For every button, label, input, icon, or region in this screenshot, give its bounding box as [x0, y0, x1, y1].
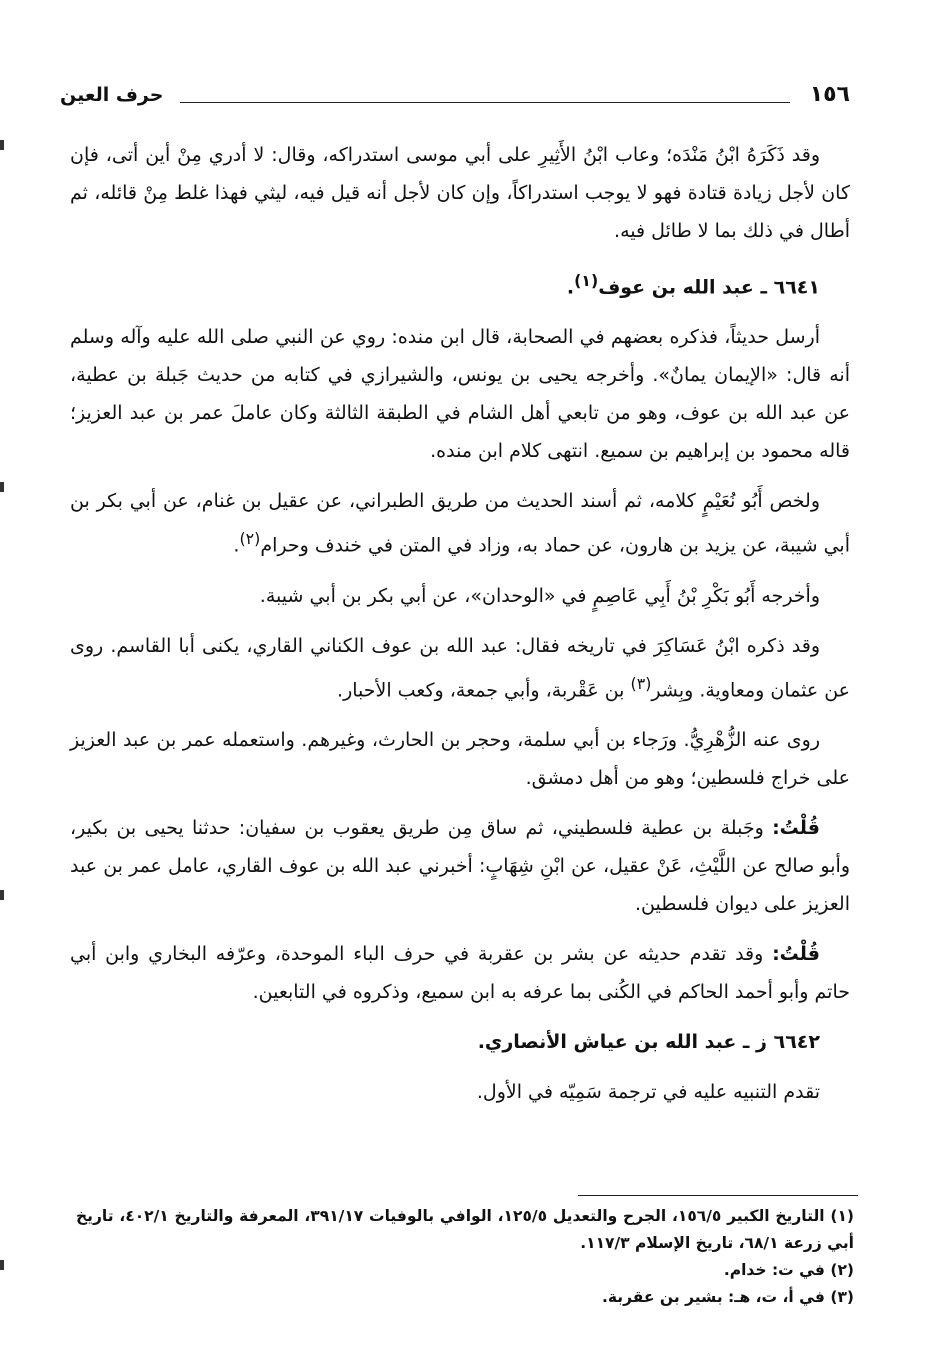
scan-edge-mark — [0, 140, 4, 150]
entry-heading-text: ٦٦٤١ ـ عبد الله بن عوف — [598, 276, 820, 299]
paragraph — [70, 935, 850, 1011]
paragraph: وأخرجه أَبُو بَكْرِ بْنُ أَبِي عَاصِمٍ في «الوحدان»، عن أبي بكر بن أبي شيبة. — [259, 584, 820, 607]
qultu-label: قُلْتُ: — [772, 942, 820, 965]
footnote-separator — [578, 1195, 858, 1196]
entry-heading — [70, 262, 850, 306]
scan-edge-mark — [0, 482, 4, 492]
footnote-ref: (١) — [574, 271, 599, 290]
paragraph-text: وقد ذكره ابْنُ عَسَاكِرَ في تاريخه فقال: عبد الله بن عوف الكناني القاري، يكنى أبا القاسم. روى عن عثمان ومعاوية. وبِشر — [70, 634, 850, 701]
page-number: ١٥٦ — [809, 82, 850, 107]
footnote-ref: (٣) — [630, 673, 652, 693]
running-title: حرف العين — [60, 84, 164, 106]
entry-heading: ٦٦٤٢ ز ـ عبد الله بن عياش الأنصاري. — [477, 1030, 820, 1053]
paragraph: وقد ذَكَرَهُ ابْنُ مَنْدَه؛ وعاب ابْنُ الأَثِيرِ على أبي موسى استدراكه، وقال: لا أدري مِنْ أين أتى، فإن كان لأجل زيادة قتادة فهو لا يوجب استدراكاً، وإن كان لأجل أنه قيل فيه، ليثي فهذا غلط مِنْ قائله، ثم أطال في ذلك بما لا طائل فيه. — [70, 144, 850, 242]
entry-heading-end: . — [566, 276, 575, 299]
footnote-2: (٢) في ت: خدام. — [723, 1261, 854, 1279]
paragraph-text: وجَبلة بن عطية فلسطيني، ثم ساق مِن طريق يعقوب بن سفيان: حدثنا يحيى بن بكير، وأبو صالح عن اللَّيْثِ، عَنْ عقيل، عن ابْنِ شِهَابٍ: أخبرني عبد الله بن عوف القاري، عامل عمر بن عبد العزيز على ديوان فلسطين. — [70, 816, 850, 915]
paragraph-text: وقد تقدم حديثه عن بشر بن عقربة في حرف الباء الموحدة، وعرّفه البخاري وابن أبي حاتم وأبو أحمد الحاكم في الكُنى بما عرفه به ابن سميع، وذكروه في التابعين. — [70, 942, 850, 1003]
scan-edge-mark — [0, 1260, 4, 1270]
footnote-1: (١) التاريخ الكبير ١٥٦/٥، الجرح والتعديل ١٢٥/٥، الوافي بالوفيات ٣٩١/١٧، المعرفة والتاريخ ٤٠٢/١، تاريخ أبي زرعة ٦٨/١، تاريخ الإسلام ١١٧/٣. — [76, 1207, 855, 1252]
paragraph-end: . — [233, 534, 240, 557]
paragraph: روى عنه الزُّهْرِيُّ. ورَجاء بن أبي سلمة، وحجر بن الحارث، وغيرهم. واستعمله عمر بن عبد العزيز على خراج فلسطين؛ وهو من أهل دمشق. — [70, 728, 850, 789]
footnotes — [76, 1203, 854, 1311]
page-header — [60, 82, 850, 116]
qultu-label: قُلْتُ: — [772, 816, 820, 839]
paragraph: تقدم التنبيه عليه في ترجمة سَمِيّه في الأول. — [476, 1080, 820, 1103]
paragraph — [70, 809, 850, 923]
footnote-3: (٣) في أ، ت، هـ: بشير بن عقربة. — [602, 1288, 854, 1306]
paragraph — [70, 482, 850, 564]
paragraph — [70, 627, 850, 709]
paragraph: أرسل حديثاً، فذكره بعضهم في الصحابة، قال ابن منده: روي عن النبي صلى الله عليه وآله وسلم أنه قال: «الإيمان يمانٌ». وأخرجه يحيى بن يونس، والشيرازي في كتابه من حديث جَبلة بن عطية، عن عبد الله بن عوف، وهو من تابعي أهل الشام في الطبقة الثالثة وكان عاملَ عمر بن عبد العزيز؛ قاله محمود بن إبراهيم بن سميع. انتهى كلام ابن منده. — [70, 326, 850, 463]
body-text — [70, 136, 850, 1123]
paragraph-text: ولخص أَبُو نُعَيْمٍ كلامه، ثم أسند الحديث من طريق الطبراني، عن عقيل بن غنام، عن أبي بكر بن أبي شيبة، عن يزيد بن هارون، عن حماد به، وزاد في المتن في خندف وحرام — [70, 490, 850, 557]
footnote-ref: (٢) — [239, 529, 261, 549]
scan-edge-mark — [0, 890, 4, 900]
paragraph-text-cont: بن عَقْربة، وأبي جمعة، وكعب الأحبار. — [337, 678, 631, 701]
header-rule — [180, 102, 790, 103]
